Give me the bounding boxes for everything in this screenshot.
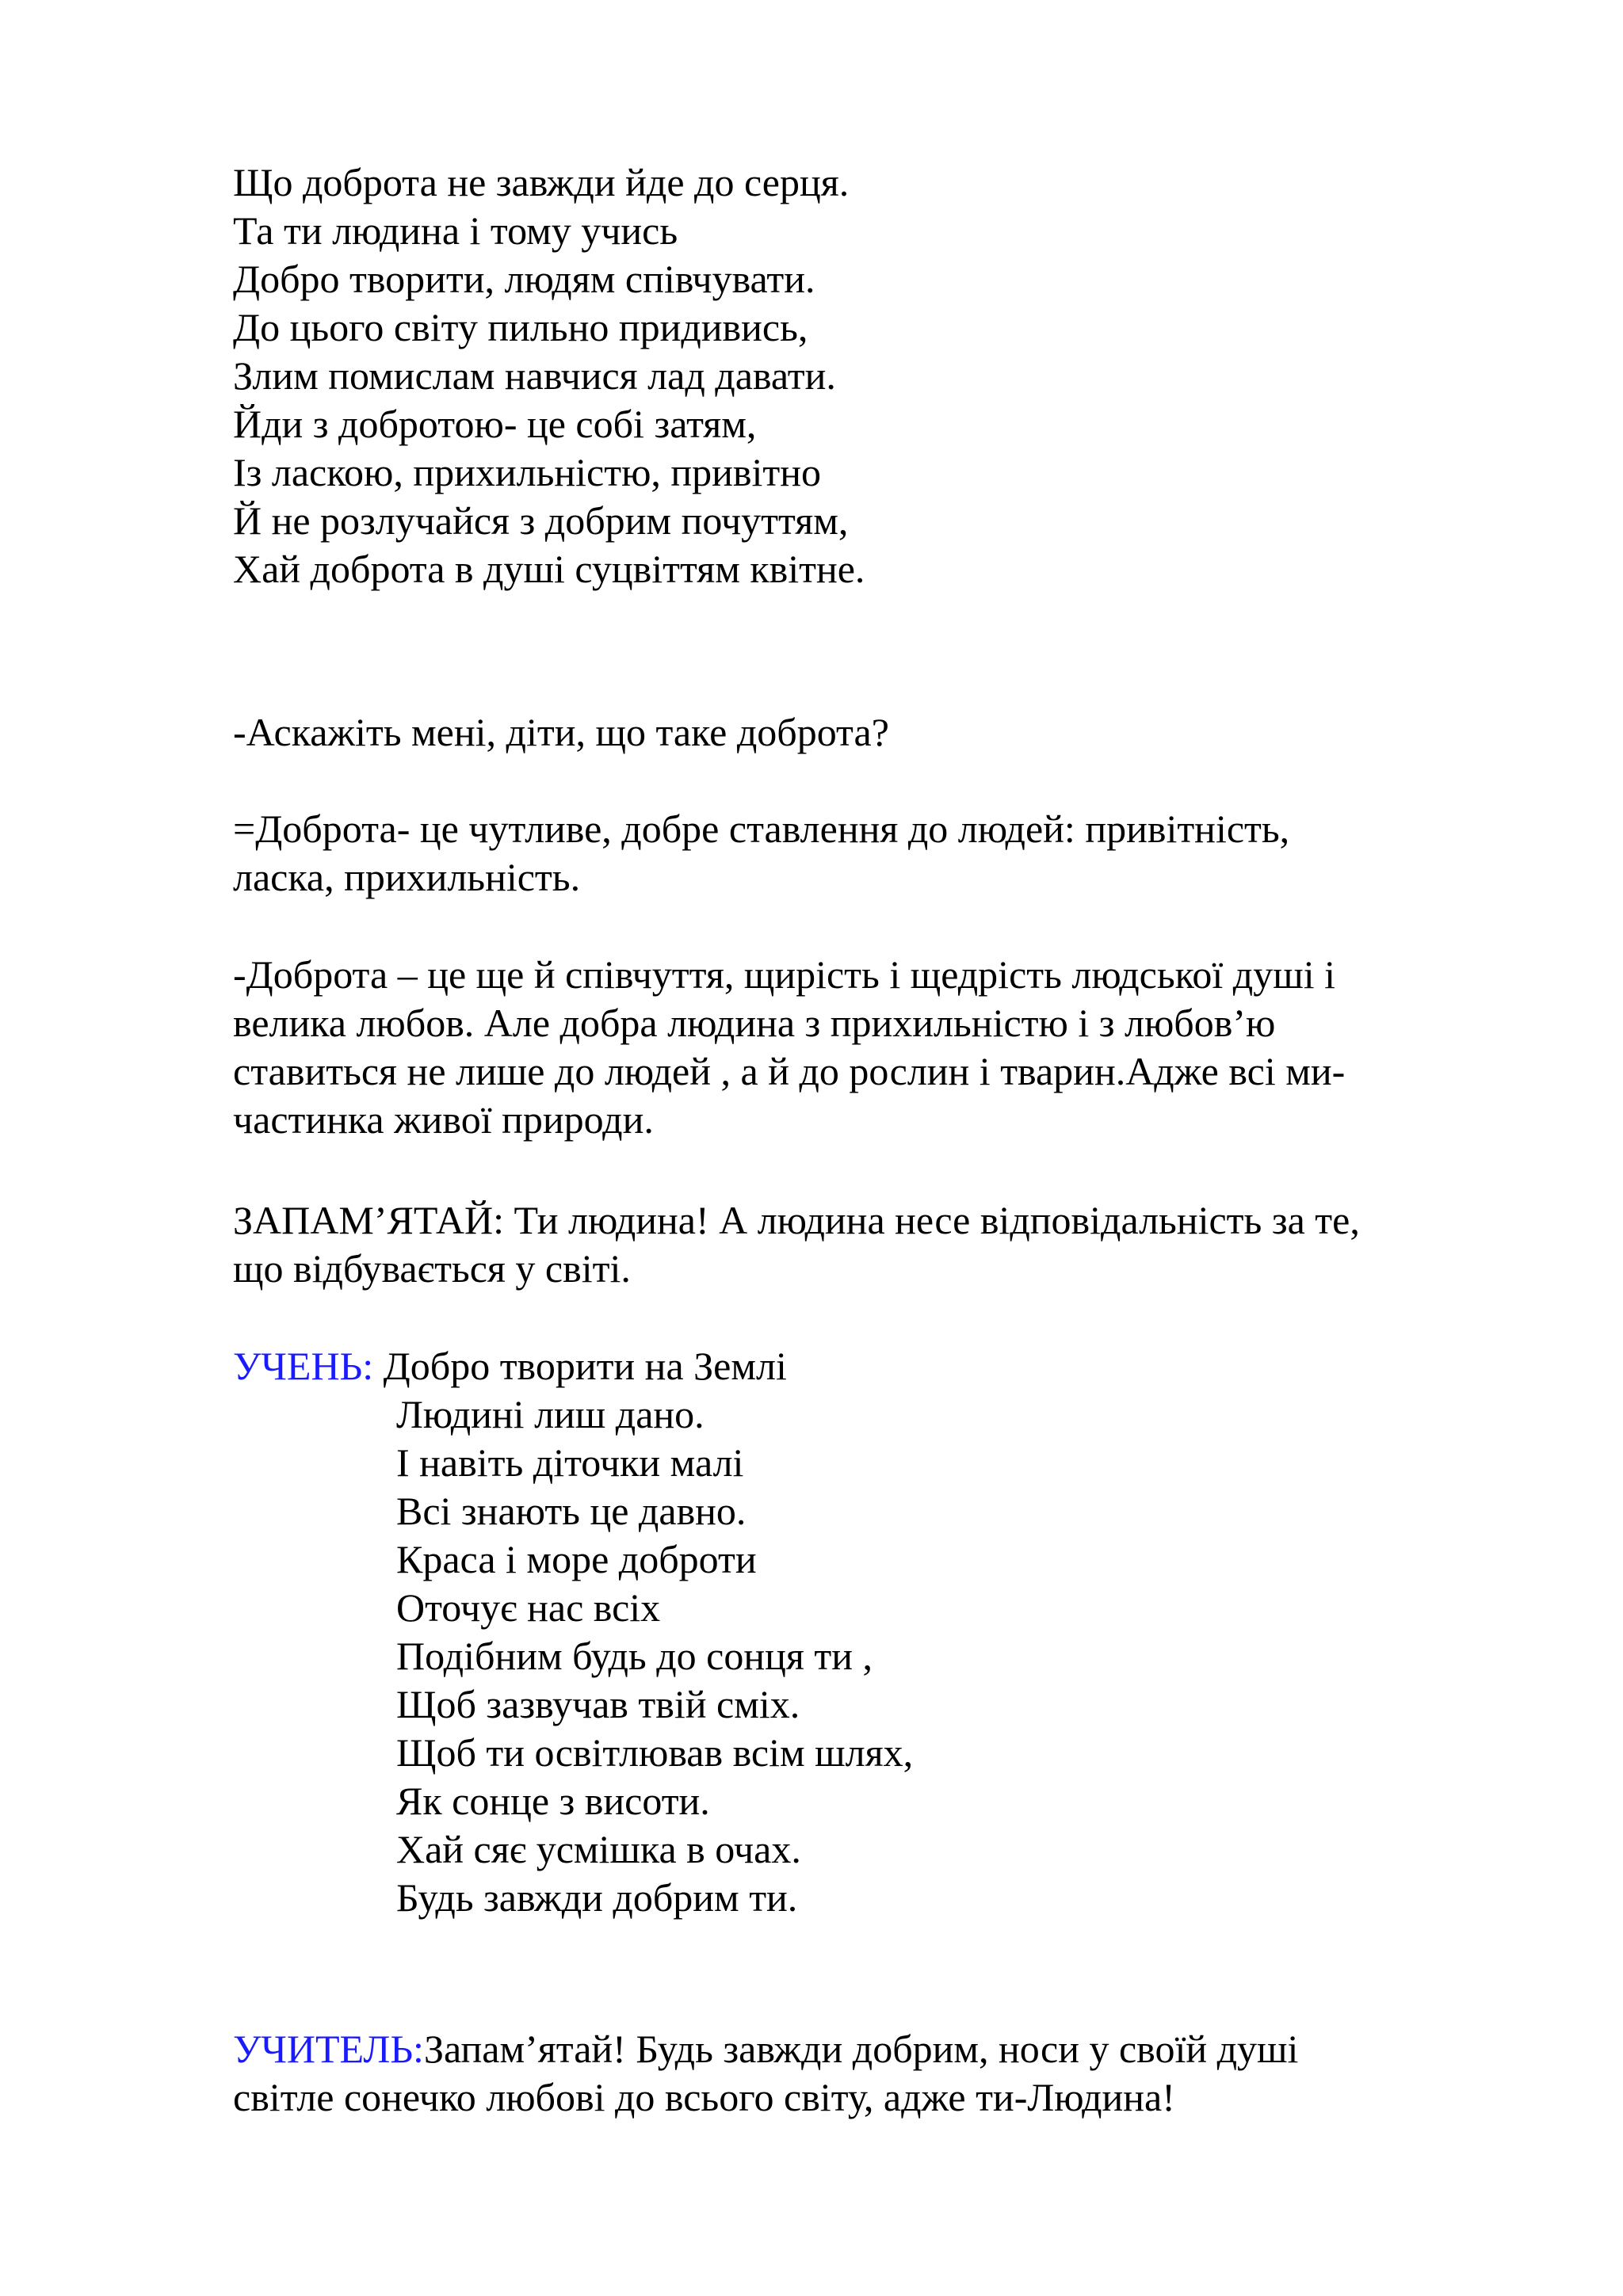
remember-line: ЗАПАМ’ЯТАЙ: Ти людина! А людина несе відповідальність за те, (233, 1198, 1360, 1242)
student-line: Як сонце з висоти. (396, 1779, 710, 1823)
poem-line: Злим помислам навчися лад давати. (233, 353, 836, 398)
poem-line: Хай доброта в душі суцвіттям квітне. (233, 547, 865, 591)
answer-line: велика любов. Але добра людина з прихильністю і з любов’ю (233, 1001, 1276, 1045)
teacher-paragraph (233, 2025, 1533, 2122)
poem-line: Та ти людина і тому учись (233, 208, 678, 253)
answer-line: ставиться не лише до людей , а й до рослин і тварин.Адже всі ми- (233, 1049, 1346, 1093)
student-first-line (233, 1342, 1533, 1390)
poem-line: Йди з добротою- це собі затям, (233, 402, 757, 446)
teacher-line: світле сонечко любові до всього світу, адже ти-Людина! (233, 2075, 1175, 2119)
answer-line: частинка живої природи. (233, 1097, 654, 1142)
student-line: Всі знають це давно. (396, 1489, 747, 1533)
remember-line: що відбувається у світі. (233, 1246, 631, 1291)
answer-paragraph-2 (233, 951, 1533, 1144)
student-line: І навіть діточки малі (396, 1440, 744, 1485)
poem-block (233, 158, 1533, 593)
student-poem (233, 1342, 1533, 1922)
poem-line: Добро творити, людям співчувати. (233, 257, 815, 301)
teacher-line: Запам’ятай! Будь завжди добрим, носи у своїй душі (423, 2027, 1299, 2071)
student-line: Людині лиш дано. (396, 1392, 705, 1436)
student-line: Щоб ти освітлював всім шлях, (396, 1730, 914, 1775)
answer-line: -Доброта – це ще й співчуття, щирість і щедрість людської душі і (233, 952, 1335, 997)
remember-paragraph (233, 1196, 1533, 1293)
student-line: Добро творити на Землі (373, 1344, 787, 1388)
poem-line: До цього світу пильно придивись, (233, 305, 808, 349)
poem-line: Й не розлучайся з добрим почуттям, (233, 498, 849, 543)
teacher-first-line (233, 2025, 1533, 2073)
answer-line: ласка, прихильність. (233, 855, 581, 899)
student-line: Краса і море доброти (396, 1537, 757, 1581)
student-line: Оточує нас всіх (396, 1585, 661, 1630)
answer-line: =Доброта- це чутливе, добре ставлення до людей: привітність, (233, 807, 1290, 851)
student-line: Будь завжди добрим ти. (396, 1875, 798, 1920)
poem-line: Із ласкою, прихильністю, привітно (233, 450, 822, 494)
student-line: Подібним будь до сонця ти , (396, 1634, 873, 1678)
teacher-label: УЧИТЕЛЬ: (233, 2027, 424, 2071)
student-line: Хай сяє усмішка в очах. (396, 1827, 801, 1871)
poem-line: Що доброта не завжди йде до серця. (233, 160, 850, 204)
answer-paragraph-1 (233, 805, 1533, 902)
student-label: УЧЕНЬ: (233, 1344, 374, 1388)
student-line: Щоб зазвучав твій сміх. (396, 1682, 800, 1726)
question-paragraph (233, 708, 1533, 757)
question-line: -Аскажіть мені, діти, що таке доброта? (233, 710, 889, 754)
